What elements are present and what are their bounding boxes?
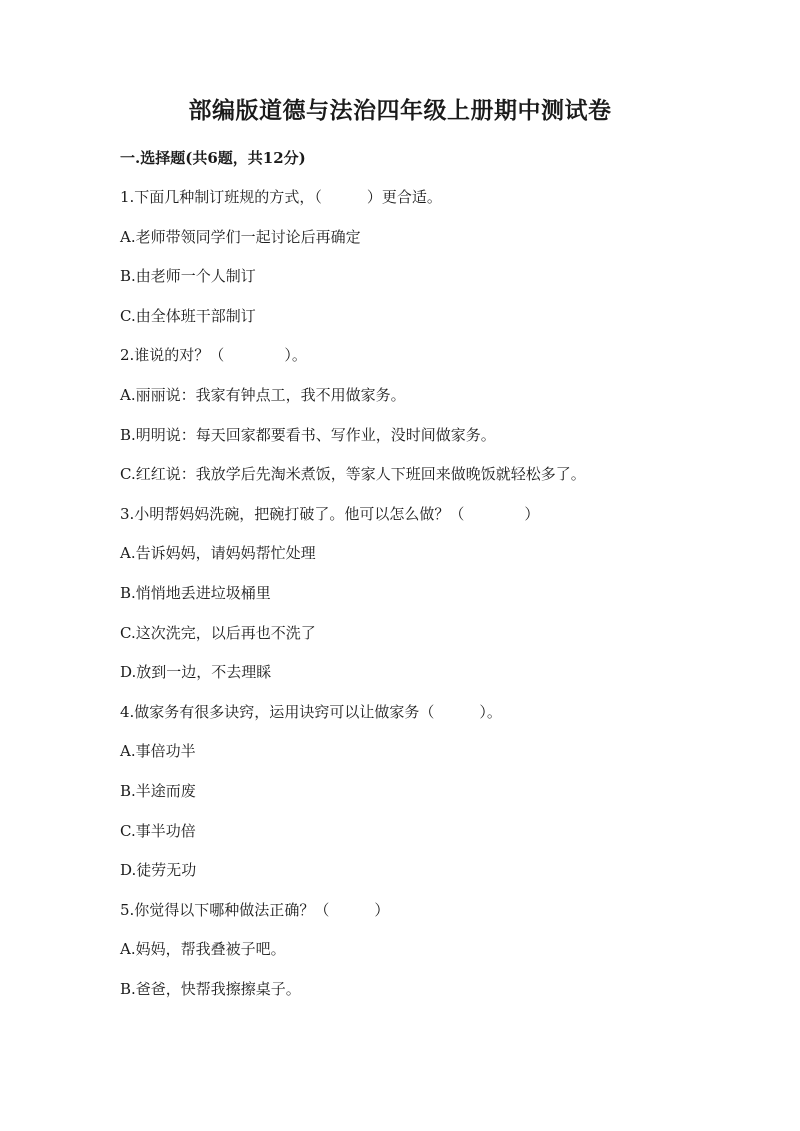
- question-3-option-b: B.悄悄地丢进垃圾桶里: [120, 583, 271, 602]
- question-4-option-b: B.半途而废: [120, 781, 196, 800]
- question-1-option-b: B.由老师一个人制订: [120, 267, 256, 286]
- section-heading: 一.选择题(共6题，共12分): [120, 149, 306, 167]
- question-5-option-b: B.爸爸，快帮我擦擦桌子。: [120, 979, 301, 998]
- question-2-option-a: A.丽丽说：我家有钟点工，我不用做家务。: [120, 385, 406, 404]
- question-2: 2.谁说的对？（ ）。: [120, 346, 307, 365]
- question-4-option-a: A.事倍功半: [120, 742, 196, 761]
- question-4-option-c: C.事半功倍: [120, 821, 196, 840]
- question-3-option-d: D.放到一边，不去理睬: [120, 663, 272, 682]
- question-1-option-a: A.老师带领同学们一起讨论后再确定: [120, 227, 361, 246]
- question-3-option-a: A.告诉妈妈，请妈妈帮忙处理: [120, 544, 316, 563]
- question-4: 4.做家务有很多诀窍，运用诀窍可以让做家务（ ）。: [120, 702, 502, 721]
- question-list: [120, 187, 740, 1018]
- question-1: 1.下面几种制订班规的方式，（ ）更合适。: [120, 188, 442, 206]
- question-2-option-b: B.明明说：每天回家都要看书、写作业，没时间做家务。: [120, 425, 496, 444]
- question-2-option-c: C.红红说：我放学后先淘米煮饭，等家人下班回来做晚饭就轻松多了。: [120, 465, 586, 484]
- question-5: 5.你觉得以下哪种做法正确？（ ）: [120, 900, 390, 919]
- question-4-option-d: D.徒劳无功: [120, 861, 197, 880]
- page-title: 部编版道德与法治四年级上册期中测试卷: [188, 97, 612, 124]
- question-5-option-a: A.妈妈，帮我叠被子吧。: [120, 940, 286, 959]
- question-3: 3.小明帮妈妈洗碗，把碗打破了。他可以怎么做？（ ）: [120, 504, 540, 523]
- question-1-option-c: C.由全体班干部制订: [120, 306, 256, 325]
- question-3-option-c: C.这次洗完，以后再也不洗了: [120, 623, 316, 642]
